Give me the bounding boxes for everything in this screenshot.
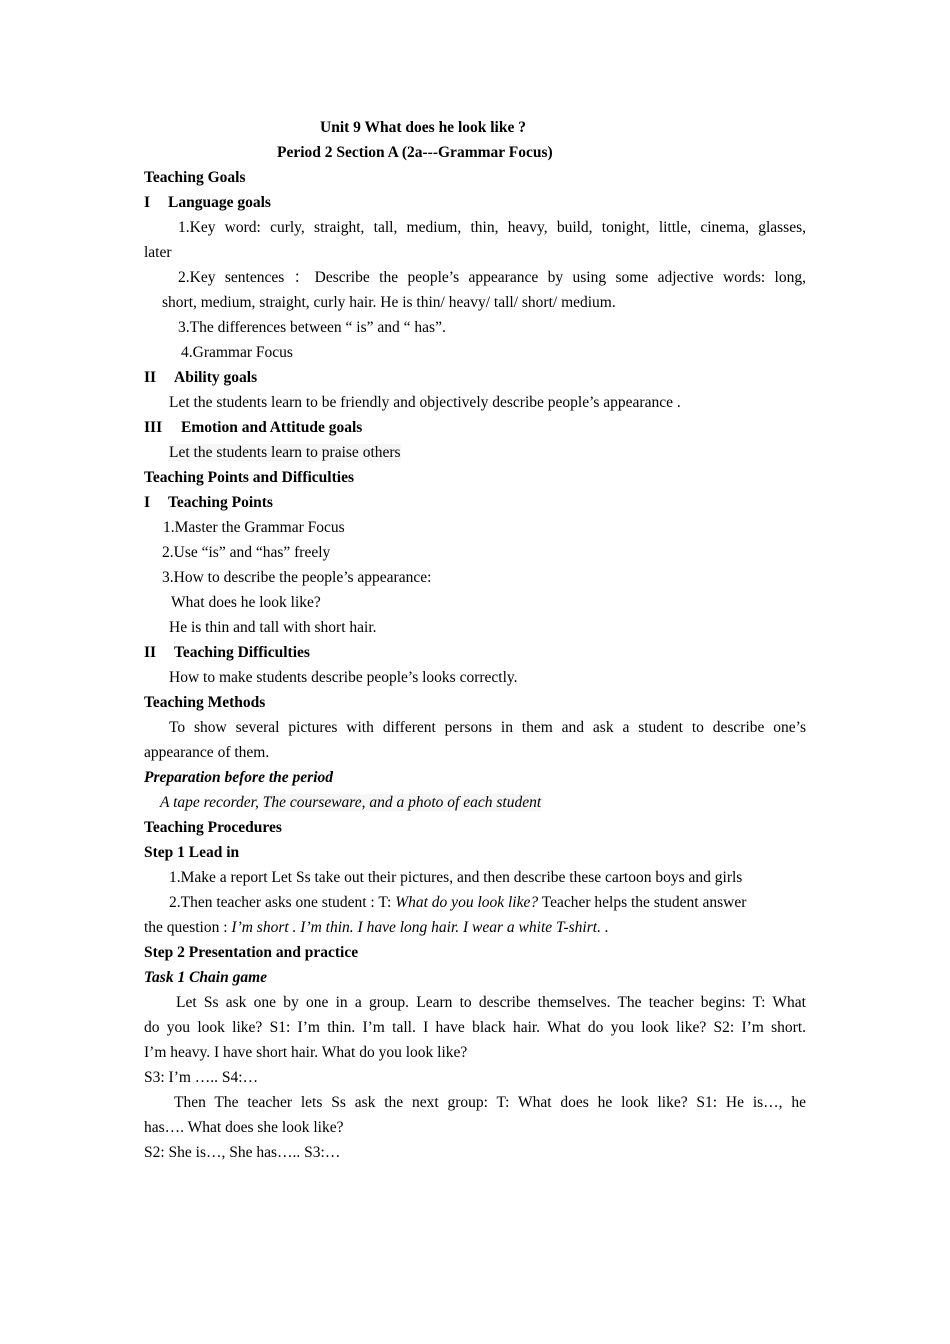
roman-numeral: I	[144, 194, 151, 211]
emotion-goals-text: Let the students learn to praise others	[169, 444, 401, 461]
step-1-item-2-line-2	[144, 915, 806, 940]
example-answer: He is thin and tall with short hair.	[169, 619, 377, 636]
teaching-point-item: 1.Master the Grammar Focus	[163, 519, 345, 536]
key-words-line-1: 1.Key word: curly, straight, tall, medium, thin, heavy, build, tonight, little, cinema, glasses,	[178, 219, 806, 236]
key-sentences-line-1: 2.Key sentences ：Describe the people’s appearance by using some adjective words: long,	[178, 269, 806, 286]
section-heading-teaching-goals: Teaching Goals	[144, 169, 246, 186]
differences-item: 3.The differences between “ is” and “ has”.	[178, 319, 446, 336]
roman-numeral: II	[144, 644, 157, 661]
grammar-focus-item: 4.Grammar Focus	[181, 344, 293, 361]
difficulties-text: How to make students describe people’s looks correctly.	[169, 669, 518, 686]
chain-game-line: Let Ss ask one by one in a group. Learn to describe themselves. The teacher begins: T: What	[176, 994, 806, 1011]
methods-line-1: To show several pictures with different persons in them and ask a student to describe one’s	[169, 719, 806, 736]
example-question: What does he look like?	[171, 594, 321, 611]
teaching-point-item: 3.How to describe the people’s appearance:	[162, 569, 432, 586]
teacher-question: What do you look like?	[395, 894, 539, 911]
preparation-item: The courseware, and	[262, 794, 397, 811]
methods-line-2: appearance of them.	[144, 744, 270, 761]
section-heading-teaching-procedures: Teaching Procedures	[144, 819, 282, 836]
step-1-item-2-text: 2.Then teacher asks one student : T:	[169, 894, 396, 911]
step-1-item-2-text: the question :	[144, 919, 232, 936]
roman-numeral: II	[144, 369, 157, 386]
subheading-ability-goals	[144, 365, 806, 390]
section-heading-preparation: Preparation before the period	[144, 769, 333, 786]
chain-game-line: I’m heavy. I have short hair. What do you look like?	[144, 1044, 468, 1061]
preparation-item: A tape recorder,	[160, 794, 263, 811]
step-1-item-1: 1.Make a report Let Ss take out their pictures, and then describe these cartoon boys and girls	[169, 869, 743, 886]
preparation-item: a photo of each student	[396, 794, 542, 811]
step-2-heading: Step 2 Presentation and practice	[144, 944, 359, 961]
lesson-plan-page	[144, 115, 806, 1165]
subheading-teaching-difficulties	[144, 640, 806, 665]
step-1-item-2-text: Teacher helps the student answer	[538, 894, 747, 911]
subheading-language-goals	[144, 190, 806, 215]
task-1-heading: Task 1 Chain game	[144, 969, 268, 986]
subheading-label: Emotion and Attitude goals	[181, 419, 363, 436]
subheading-emotion-goals	[144, 415, 806, 440]
roman-numeral: I	[144, 494, 151, 511]
section-heading-teaching-methods: Teaching Methods	[144, 694, 266, 711]
step-1-heading: Step 1 Lead in	[144, 844, 240, 861]
chain-game-line: has…. What does she look like?	[144, 1119, 344, 1136]
student-answer: I’m short . I’m thin. I have long hair. I wear a white T-shirt. .	[231, 919, 609, 936]
document-title: Unit 9 What does he look like ?	[320, 119, 526, 136]
subheading-label: Teaching Points	[168, 494, 273, 511]
ability-goals-text: Let the students learn to be friendly and objectively describe people’s appearance .	[169, 394, 681, 411]
chain-game-line: S3: I’m ….. S4:…	[144, 1069, 259, 1086]
section-heading-points-difficulties: Teaching Points and Difficulties	[144, 469, 354, 486]
step-1-item-2	[144, 890, 806, 915]
emotion-goals-line	[144, 440, 806, 465]
chain-game-line: S2: She is…, She has….. S3:…	[144, 1144, 341, 1161]
roman-numeral: III	[144, 419, 163, 436]
document-subtitle: Period 2 Section A (2a---Grammar Focus)	[277, 144, 553, 161]
teaching-point-item: 2.Use “is” and “has” freely	[162, 544, 331, 561]
subheading-label: Language goals	[168, 194, 271, 211]
chain-game-line: do you look like? S1: I’m thin. I’m tall. I have black hair. What do you look like? S2: I’m short.	[144, 1019, 806, 1036]
key-sentences-line-2: short, medium, straight, curly hair. He is thin/ heavy/ tall/ short/ medium.	[162, 294, 616, 311]
chain-game-line: Then The teacher lets Ss ask the next group: T: What does he look like? S1: He is…, he	[174, 1094, 806, 1111]
subheading-teaching-points	[144, 490, 806, 515]
preparation-items	[144, 790, 806, 815]
subheading-label: Teaching Difficulties	[174, 644, 310, 661]
key-words-line-2: later	[144, 244, 172, 261]
subheading-label: Ability goals	[174, 369, 258, 386]
